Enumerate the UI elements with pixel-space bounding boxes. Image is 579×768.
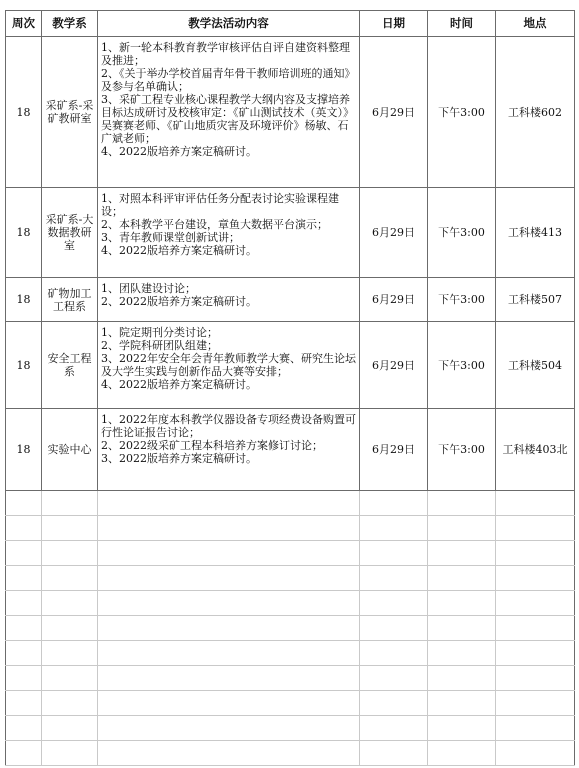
content-line: 1、院定期刊分类讨论； [101,326,218,339]
content-line: 1、2022年度本科教学仪器设备专项经费设备购置可行性论证报告讨论； [101,413,356,439]
table-row [6,188,575,278]
content-line: 1、团队建设讨论； [101,282,196,295]
content-line: 1、对照本科评审评估任务分配表讨论实验课程建设； [101,192,339,218]
content-cell [98,188,360,278]
empty-row [6,566,575,591]
content-line: 2、《关于举办学校首届青年骨干教师培训班的通知》及参与名单确认； [101,67,356,93]
dept-cell: 实验中心 [42,409,98,491]
empty-row [6,491,575,516]
empty-row [6,616,575,641]
content-line: 4、2022版培养方案定稿研讨。 [101,378,257,391]
date-cell: 6月29日 [360,409,428,491]
empty-row [6,541,575,566]
dept-cell: 安全工程系 [42,322,98,409]
place-cell: 工科楼413 [496,188,575,278]
header-dept: 教学系 [42,11,98,37]
empty-row [6,691,575,716]
time-cell: 下午3:00 [428,278,496,322]
place-cell: 工科楼507 [496,278,575,322]
place-cell: 工科楼504 [496,322,575,409]
dept-cell: 采矿系-采矿教研室 [42,37,98,188]
table-row [6,409,575,491]
content-line: 3、青年教师课堂创新试讲； [101,231,240,244]
empty-row [6,741,575,766]
time-cell: 下午3:00 [428,188,496,278]
week-cell: 18 [6,188,42,278]
week-cell: 18 [6,322,42,409]
content-line: 2、2022版培养方案定稿研讨。 [101,295,257,308]
content-line: 1、新一轮本科教育教学审核评估自评自建资料整理及推进； [101,41,350,67]
dept-cell: 采矿系-大数据教研室 [42,188,98,278]
content-line: 3、采矿工程专业核心课程教学大纲内容及支撑培养目标达成研讨及校核审定：《矿山测试技术（英文）》吴赛赛老师、《矿山地质灾害及环境评价》杨敏、石广斌老师； [101,93,354,145]
week-cell: 18 [6,37,42,188]
activity-schedule-table [5,10,575,766]
content-line: 2、2022级采矿工程本科培养方案修订讨论； [101,439,323,452]
time-cell: 下午3:00 [428,37,496,188]
header-row [6,11,575,37]
week-cell: 18 [6,278,42,322]
content-cell [98,278,360,322]
dept-cell: 矿物加工工程系 [42,278,98,322]
empty-row [6,641,575,666]
header-place: 地点 [496,11,575,37]
date-cell: 6月29日 [360,37,428,188]
date-cell: 6月29日 [360,188,428,278]
header-date: 日期 [360,11,428,37]
place-cell: 工科楼602 [496,37,575,188]
place-cell: 工科楼403北 [496,409,575,491]
empty-row [6,591,575,616]
content-line: 3、2022版培养方案定稿研讨。 [101,452,257,465]
table-row [6,37,575,188]
header-time: 时间 [428,11,496,37]
table-row [6,278,575,322]
content-line: 2、学院科研团队组建； [101,339,218,352]
content-line: 4、2022版培养方案定稿研讨。 [101,145,257,158]
time-cell: 下午3:00 [428,322,496,409]
header-week: 周次 [6,11,42,37]
time-cell: 下午3:00 [428,409,496,491]
empty-row [6,716,575,741]
table-row [6,322,575,409]
empty-row [6,516,575,541]
header-content: 教学法活动内容 [98,11,360,37]
week-cell: 18 [6,409,42,491]
date-cell: 6月29日 [360,322,428,409]
date-cell: 6月29日 [360,278,428,322]
content-line: 4、2022版培养方案定稿研讨。 [101,244,257,257]
empty-row [6,666,575,691]
content-line: 2、本科教学平台建设，章鱼大数据平台演示； [101,218,328,231]
content-cell [98,37,360,188]
content-cell [98,322,360,409]
content-line: 3、2022年安全年会青年教师教学大赛、研究生论坛及大学生实践与创新作品大赛等安排； [101,352,356,378]
content-cell [98,409,360,491]
